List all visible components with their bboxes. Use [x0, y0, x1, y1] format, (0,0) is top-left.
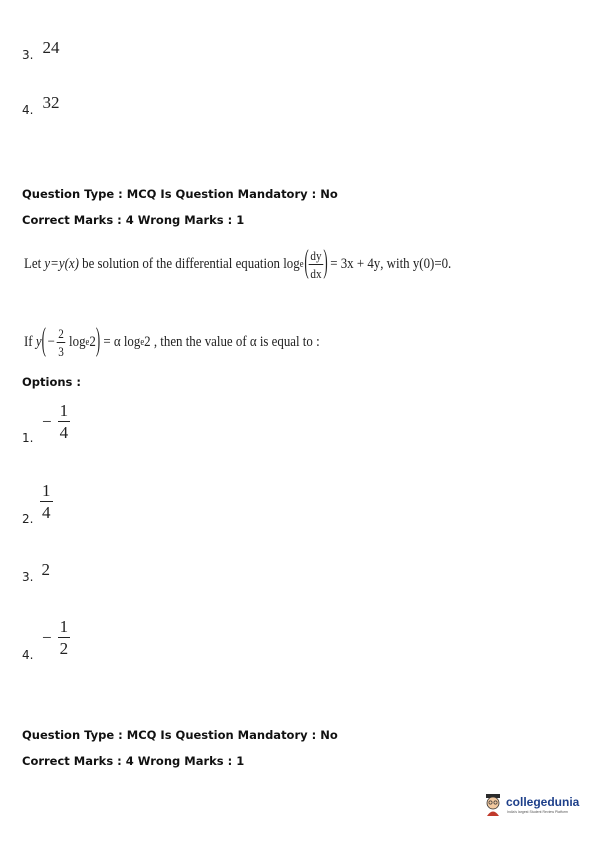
q-log-sub: e — [85, 336, 90, 348]
q-text: Let — [24, 255, 45, 272]
logo-tagline: India's largest Student Review Platform — [507, 810, 568, 814]
option-3 — [22, 560, 51, 584]
option-fraction — [58, 402, 71, 441]
q-log-sub: e — [299, 258, 304, 270]
option-number: 3. — [22, 48, 34, 62]
q-eq: = α log — [100, 333, 141, 350]
option-expression — [40, 482, 53, 521]
left-paren: ( — [304, 245, 309, 281]
q-text: If — [24, 333, 36, 350]
q-rhs: = 3x + 4y — [330, 255, 381, 272]
left-paren: ( — [41, 323, 46, 359]
options-label: Options : — [22, 375, 81, 389]
option-number: 4. — [22, 103, 34, 117]
fraction-denominator: 4 — [59, 423, 69, 442]
option-fraction — [40, 482, 53, 521]
fraction-denominator: 4 — [42, 503, 51, 522]
question-type-line: Question Type : MCQ Is Question Mandatory : No — [22, 728, 338, 742]
minus-sign: − — [42, 411, 52, 431]
q-tail: 2 , then the value of α is equal to : — [144, 333, 320, 350]
dy-dx-fraction — [309, 249, 324, 280]
option-expression — [42, 618, 70, 657]
question-type-line: Question Type : MCQ Is Question Mandatory : No — [22, 187, 338, 201]
fraction-numerator: dy — [310, 247, 322, 263]
q-two: 2 — [89, 333, 96, 350]
minus-sign: − — [42, 627, 52, 647]
q-log: log — [283, 255, 300, 272]
q-cond: , with y(0)=0. — [380, 255, 452, 272]
fraction-numerator: 1 — [59, 401, 69, 420]
q-minus: − — [47, 333, 55, 350]
question-marks-line: Correct Marks : 4 Wrong Marks : 1 — [22, 213, 245, 227]
question-line-2 — [24, 320, 320, 364]
two-thirds-fraction — [57, 327, 66, 358]
option-1 — [22, 402, 142, 446]
right-paren: ) — [95, 323, 101, 359]
option-value: 32 — [42, 93, 60, 112]
option-number: 2. — [22, 512, 34, 526]
collegedunia-logo — [482, 790, 582, 820]
option-fraction — [58, 618, 71, 657]
fraction-numerator: 2 — [58, 325, 64, 341]
fraction-denominator: 3 — [58, 343, 64, 359]
logo-name: collegedunia — [506, 795, 580, 809]
fraction-denominator: 2 — [59, 639, 69, 658]
option-expression — [42, 402, 70, 441]
option-number: 1. — [22, 431, 34, 445]
q-func: y=y(x) — [44, 255, 79, 272]
option-number: 4. — [22, 648, 34, 662]
option-value: 2 — [41, 560, 51, 579]
q-eq-sub: e — [140, 336, 145, 348]
option-4 — [22, 618, 142, 662]
prev-option-3 — [22, 38, 60, 64]
fraction-numerator: 1 — [59, 617, 69, 636]
option-value: 24 — [42, 38, 60, 57]
q-text: be solution of the differential equation — [78, 255, 284, 272]
option-2 — [22, 482, 142, 526]
student-mascot-icon — [482, 792, 504, 816]
q-log: log — [69, 333, 86, 350]
fraction-numerator: 1 — [42, 481, 51, 500]
prev-option-4 — [22, 93, 60, 119]
question-marks-line: Correct Marks : 4 Wrong Marks : 1 — [22, 754, 245, 768]
option-number: 3. — [22, 570, 34, 584]
fraction-denominator: dx — [310, 265, 322, 281]
right-paren: ) — [323, 245, 328, 281]
question-line-1 — [24, 242, 451, 286]
q-y: y — [35, 333, 42, 350]
